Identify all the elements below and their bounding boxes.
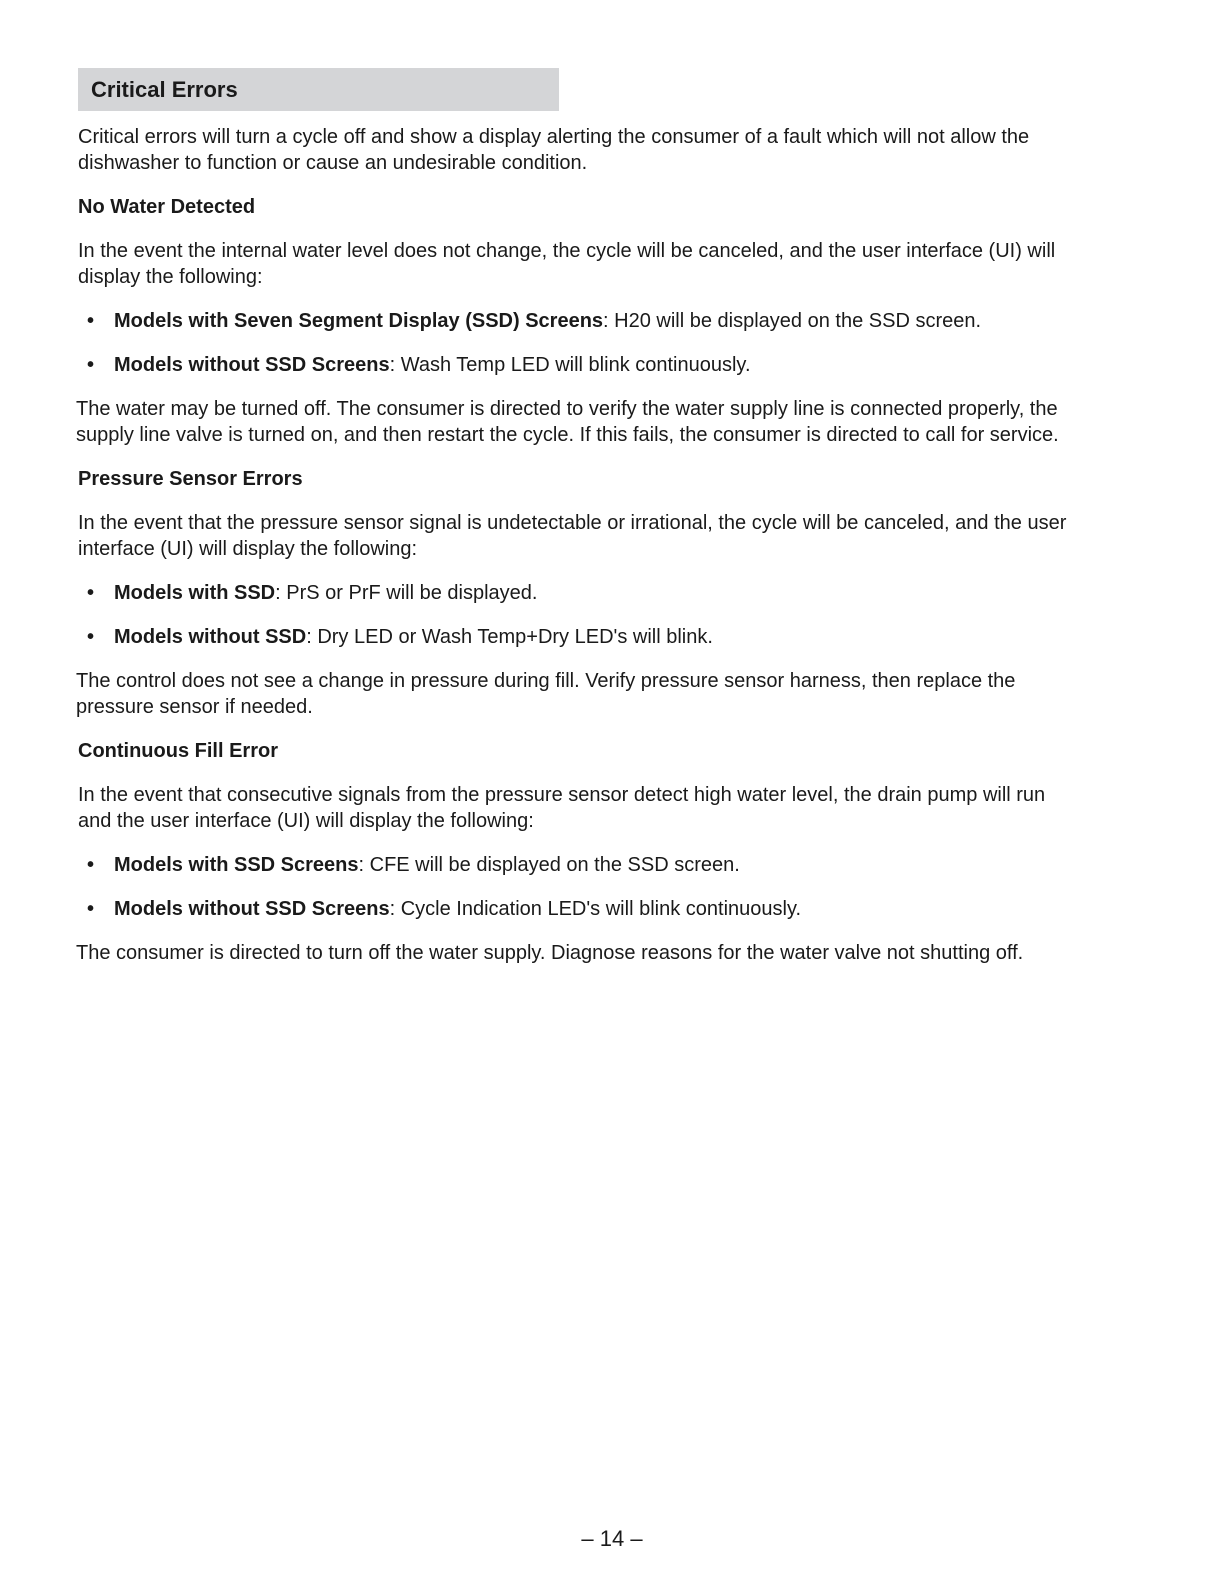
- page-number: – 14 –: [581, 1526, 643, 1551]
- paragraph-no-water-note: The water may be turned off. The consumer is directed to verify the water supply line is connected properly, the supply line valve is turned on, and then restart the cycle. If this fails, the consumer is directed to call for service.: [76, 398, 1059, 446]
- bullet-text: : PrS or PrF will be displayed.: [275, 582, 538, 604]
- heading-continuous-fill-error: Continuous Fill Error: [78, 740, 278, 762]
- bullet-icon: •: [87, 582, 95, 604]
- bullet-item: [78, 896, 1078, 922]
- bullet-text: : H20 will be displayed on the SSD screen.: [603, 310, 982, 332]
- intro-paragraph: Critical errors will turn a cycle off and show a display alerting the consumer of a fault which will not allow the dishwasher to function or cause an undesirable condition.: [78, 126, 1030, 174]
- bullet-text: : Wash Temp LED will blink continuously.: [389, 354, 751, 376]
- bullet-text: : Cycle Indication LED's will blink continuously.: [389, 898, 802, 920]
- bullet-item: [78, 852, 1078, 878]
- bullet-item: [78, 624, 1078, 650]
- paragraph-pressure-description: In the event that the pressure sensor signal is undetectable or irrational, the cycle will be canceled, and the user interface (UI) will display the following:: [78, 512, 1067, 560]
- heading-no-water-detected: No Water Detected: [78, 196, 256, 218]
- paragraph-continuous-fill-note: The consumer is directed to turn off the water supply. Diagnose reasons for the water valve not shutting off.: [76, 942, 1024, 964]
- bullet-label: Models with SSD: [114, 582, 276, 604]
- bullet-icon: •: [87, 626, 95, 648]
- bullet-text: : Dry LED or Wash Temp+Dry LED's will blink.: [306, 626, 713, 648]
- bullet-label: Models without SSD Screens: [114, 354, 390, 376]
- bullet-icon: •: [87, 854, 95, 876]
- heading-pressure-sensor-errors: Pressure Sensor Errors: [78, 468, 303, 490]
- paragraph-no-water-description: In the event the internal water level does not change, the cycle will be canceled, and the user interface (UI) will display the following:: [78, 240, 1056, 288]
- bullet-item: [78, 308, 1078, 334]
- page-content: [78, 124, 1078, 984]
- bullet-label: Models with Seven Segment Display (SSD) Screens: [114, 310, 604, 332]
- paragraph-pressure-note: The control does not see a change in pressure during fill. Verify pressure sensor harness, then replace the pressure sensor if needed.: [76, 670, 1016, 718]
- bullet-label: Models without SSD Screens: [114, 898, 390, 920]
- bullet-item: [78, 352, 1078, 378]
- bullet-icon: •: [87, 898, 95, 920]
- paragraph-continuous-fill-description: In the event that consecutive signals from the pressure sensor detect high water level, the drain pump will run and the user interface (UI) will display the following:: [78, 784, 1046, 832]
- bullet-label: Models with SSD Screens: [114, 854, 359, 876]
- bullet-icon: •: [87, 354, 95, 376]
- bullet-label: Models without SSD: [114, 626, 307, 648]
- bullet-icon: •: [87, 310, 95, 332]
- section-title: Critical Errors: [91, 76, 238, 102]
- section-header: [78, 68, 559, 111]
- bullet-item: [78, 580, 1078, 606]
- bullet-text: : CFE will be displayed on the SSD screen.: [358, 854, 740, 876]
